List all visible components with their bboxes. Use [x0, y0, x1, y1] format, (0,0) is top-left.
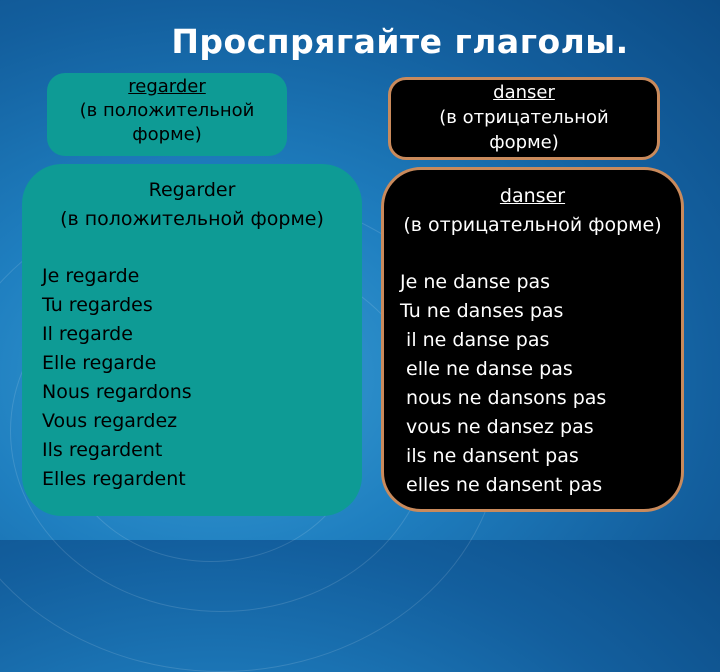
conjugation-line: elles ne dansent pas	[400, 474, 603, 496]
conjugation-line: Je regarde	[42, 265, 140, 287]
conjugation-line: Nous regardons	[42, 381, 192, 403]
verb-heading: danser	[499, 185, 566, 207]
conjugation-line: Ils regardent	[42, 439, 163, 461]
conjugation-panel-danser	[381, 167, 684, 512]
verb-heading: Regarder	[148, 179, 236, 201]
form-heading: (в отрицательной форме)	[403, 214, 662, 236]
conjugation-line: Tu regardes	[42, 294, 153, 316]
form-label: форме)	[489, 132, 559, 153]
conjugation-line: Elle regarde	[42, 352, 157, 374]
form-label: (в положительной	[79, 100, 255, 121]
page-title: Проспрягайте глаголы.	[171, 22, 629, 61]
conjugation-line: Je ne danse pas	[400, 271, 551, 293]
conjugation-line: ils ne dansent pas	[400, 445, 579, 467]
conjugation-line: il ne danse pas	[400, 329, 550, 351]
form-heading: (в положительной форме)	[60, 208, 324, 230]
conjugation-line: Tu ne danses pas	[400, 300, 564, 322]
conjugation-line: Il regarde	[42, 323, 133, 345]
conjugation-line: Elles regardent	[42, 468, 186, 490]
conjugation-line: Vous regardez	[42, 410, 178, 432]
form-label: (в отрицательной	[439, 107, 609, 128]
verb-card-regarder	[47, 73, 287, 156]
conjugation-line: elle ne danse pas	[400, 358, 573, 380]
form-label: форме)	[132, 124, 202, 145]
conjugation-line: nous ne dansons pas	[400, 387, 607, 409]
verb-label: regarder	[128, 76, 206, 97]
verb-card-danser	[388, 77, 660, 160]
conjugation-panel-regarder	[22, 164, 362, 516]
verb-label: danser	[493, 82, 555, 103]
conjugation-list	[22, 262, 362, 494]
conjugation-line: vous ne dansez pas	[400, 416, 594, 438]
conjugation-list	[384, 268, 681, 500]
